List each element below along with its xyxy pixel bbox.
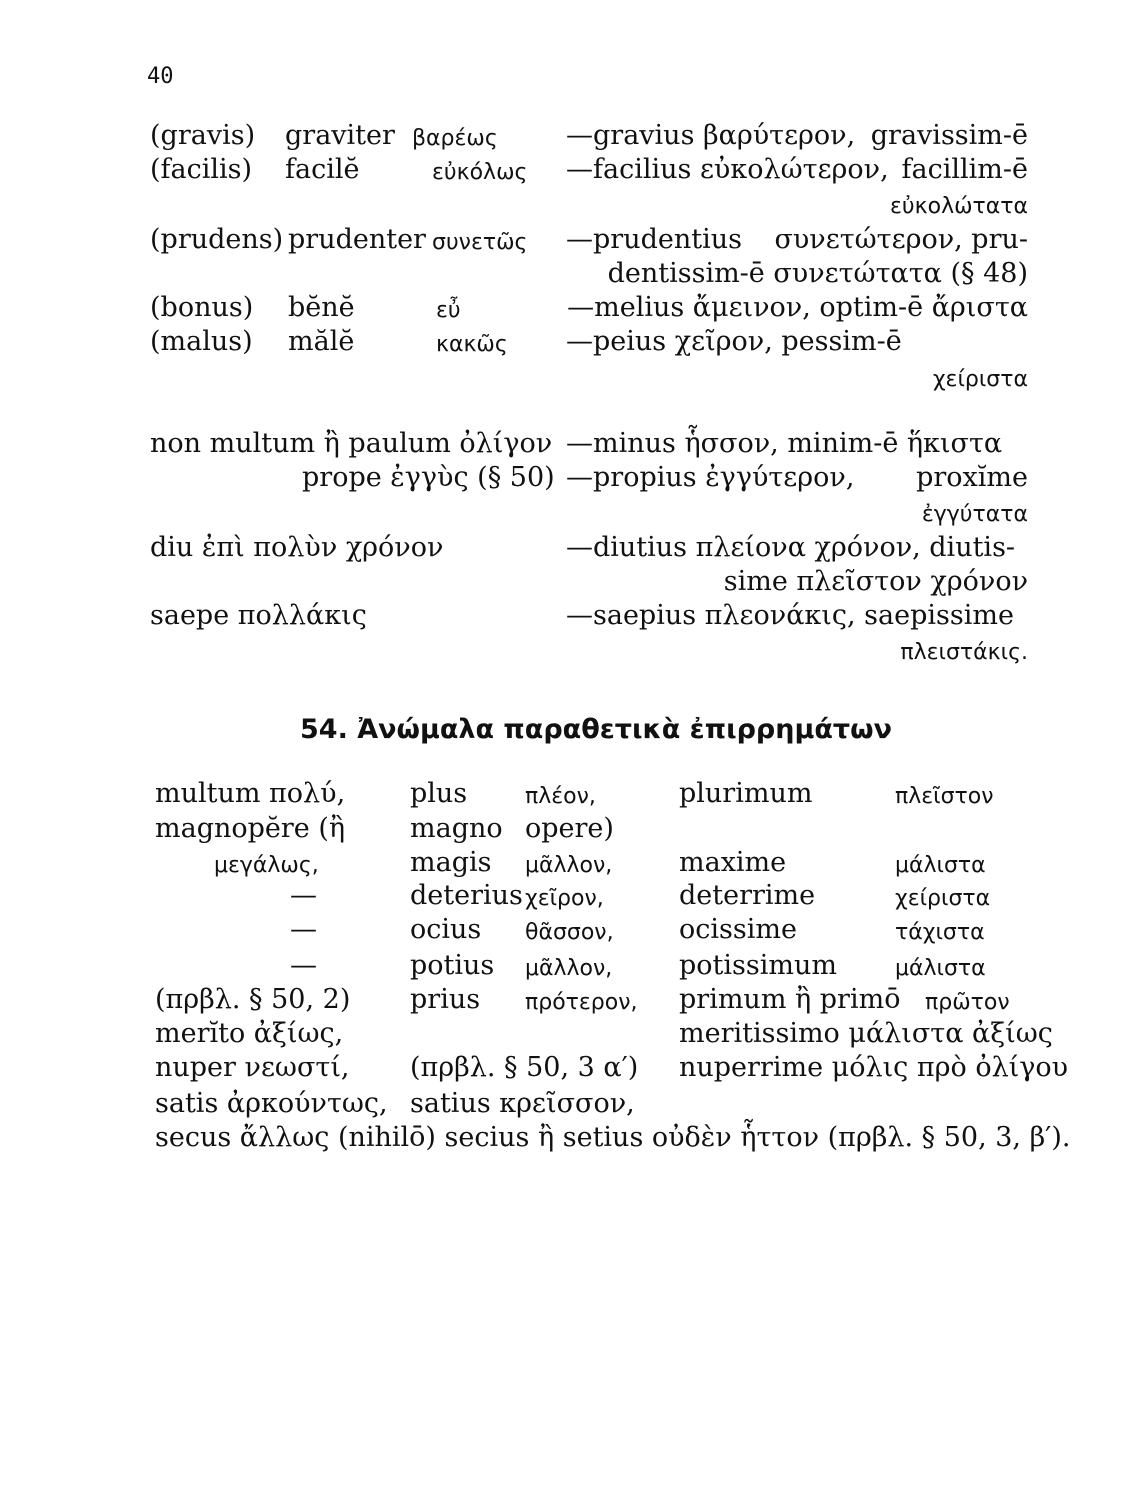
t1-col-comp: —prudentius (566, 224, 742, 255)
t2-col1: merĭto ἀξίως, (155, 1018, 344, 1049)
t2-col1: magnopĕre (ἢ (155, 813, 346, 844)
t1-col-lat: (facilis) (150, 154, 253, 185)
t2-col3: πλέον, (525, 784, 596, 809)
t1-col-sup: συνετώτερον, pru- (774, 224, 1028, 255)
t1-col-sup: proxĭme (916, 462, 1028, 493)
t2-col2: magis (410, 847, 492, 878)
t1-col-gr: εὖ (436, 298, 461, 323)
t2-col5: πρῶτον (925, 990, 1010, 1015)
t2-col5: μάλιστα (895, 956, 986, 981)
t1-col-gr: εὐκόλως (432, 160, 528, 185)
t2-col3: θᾶσσον, (525, 920, 614, 945)
t1-col-sup: gravissim-ē (870, 120, 1028, 151)
t2-col4: nuperrime μόλις πρὸ ὀλίγου (679, 1052, 1069, 1083)
t1-col-lat: (prudens) (150, 224, 284, 255)
t2-col3: μᾶλλον, (525, 853, 613, 878)
t1-col-lat: (gravis) (150, 120, 256, 151)
t1-col-lat: saepe πολλάκις (150, 600, 367, 631)
t2-col2: deterius (410, 880, 523, 911)
t2-col2: prius (410, 984, 481, 1015)
t2-col1: μεγάλως, (214, 853, 319, 878)
t2-col1: nuper νεωστί, (155, 1052, 350, 1083)
t2-col3: μᾶλλον, (525, 956, 613, 981)
t1-col-adv: mălĕ (288, 326, 355, 357)
t2-col1: — (290, 880, 317, 911)
t2-col2: (πρβλ. § 50, 3 α′) (410, 1052, 639, 1083)
t1-col-comp: —melius ἄμεινον, optim-ē ἄριστα (567, 292, 1028, 323)
t2-col2: plus (410, 778, 468, 809)
t2-col1: satis ἀρκούντως, (155, 1088, 388, 1119)
t1-continuation: sime πλεῖστον χρόνον (723, 566, 1028, 597)
t2-col4: primum ἢ primō (679, 984, 901, 1015)
t2-col1: (πρβλ. § 50, 2) (155, 984, 351, 1015)
t1-col-adv: graviter (285, 120, 395, 151)
t2-col4: ocissime (679, 914, 797, 945)
t1-col-adv: prudenter (288, 224, 426, 255)
t2-col2: satius κρεῖσσον, (410, 1088, 635, 1119)
t1-col-lat: (malus) (150, 326, 253, 357)
t1-continuation: εὐκολώτατα (890, 194, 1028, 219)
t2-col4: deterrime (679, 880, 816, 911)
t1-col-gr: κακῶς (436, 332, 508, 357)
t2-col2: magno (410, 813, 503, 844)
t1-col-comp: —diutius πλείονα χρόνον, diutis- (566, 532, 1016, 563)
page-number: 40 (147, 64, 174, 89)
t2-col2: ocius (410, 914, 482, 945)
t2-col5: μάλιστα (895, 853, 986, 878)
t1-continuation: dentissim-ē συνετώτατα (§ 48) (607, 258, 1028, 289)
t2-col3: χεῖρον, (525, 886, 604, 911)
t2-col4: plurimum (679, 778, 813, 809)
t1-col-comp: —facilius εὐκολώτερον, (566, 154, 889, 185)
t2-col1: multum πολύ, (155, 778, 346, 809)
t1-col-sup: facillim-ē (901, 154, 1028, 185)
t1-col-comp: —propius ἐγγύτερον, (566, 462, 855, 493)
t1-col-gr: συνετῶς (432, 230, 528, 255)
t1-continuation: χείριστα (932, 367, 1028, 392)
t1-col-lat: non multum ἢ paulum ὀλίγον (150, 428, 553, 459)
t1-col-adv: facilĕ (285, 154, 360, 185)
t2-col1: — (290, 914, 317, 945)
t1-col-comp: —saepius πλεονάκις, saepissime (566, 600, 1014, 631)
t1-col-adv: bĕnĕ (288, 292, 355, 323)
t1-col-comp: —gravius βαρύτερον, (566, 120, 856, 151)
t2-col5: πλεῖστον (895, 784, 994, 809)
t2-col4: potissimum (679, 950, 837, 981)
t2-col2: potius (410, 950, 495, 981)
t2-col3: πρότερον, (525, 990, 638, 1015)
last-line: secus ἄλλως (nihilō) secius ἢ setius οὐδὲν ἧττον (πρβλ. § 50, 3, β′). (155, 1122, 1071, 1153)
section-heading: 54. Ἀνώμαλα παραθετικὰ ἐπιρρημάτων (300, 714, 892, 745)
t1-continuation: ἐγγύτατα (921, 502, 1028, 527)
t2-col4: meritissimo μάλιστα ἀξίως (679, 1018, 1053, 1049)
t1-continuation: πλειστάκις. (900, 640, 1028, 665)
t1-col-comp: —minus ἧσσον, minim-ē ἥκιστα (566, 428, 1003, 459)
t1-col-lat: diu ἐπὶ πολὺν χρόνον (150, 532, 444, 563)
t1-col-lat: (bonus) (150, 292, 254, 323)
t1-col-gr: βαρέως (412, 126, 498, 151)
t2-col3: opere) (525, 813, 614, 844)
t2-col5: χείριστα (895, 886, 991, 911)
t2-col5: τάχιστα (895, 920, 985, 945)
t2-col4: maxime (679, 847, 787, 878)
t1-col-comp: —peius χεῖρον, pessim-ē (566, 326, 902, 357)
t2-col1: — (290, 950, 317, 981)
t1-col-lat: prope ἐγγὺς (§ 50) (302, 462, 555, 493)
